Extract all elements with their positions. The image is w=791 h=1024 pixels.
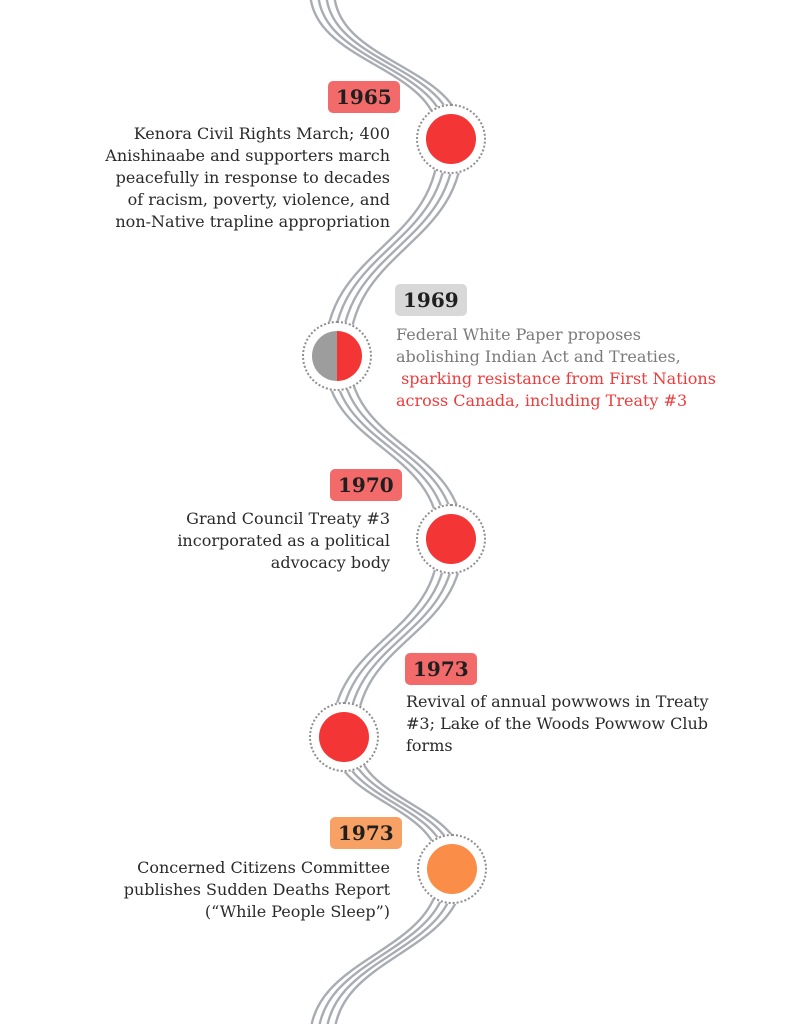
half-red-icon xyxy=(337,331,362,381)
event-line: incorporated as a political xyxy=(177,531,390,550)
event-line: peacefully in response to decades xyxy=(115,168,390,187)
event-line: Kenora Civil Rights March; 400 xyxy=(133,124,390,143)
red-dot-icon xyxy=(426,114,476,164)
event-line-highlight: sparking resistance from First Nations xyxy=(396,369,716,388)
timeline-node-1973-report[interactable] xyxy=(417,834,487,904)
event-line: (“While People Sleep”) xyxy=(204,902,390,921)
year-badge-1973-report: 1973 xyxy=(330,817,402,849)
event-line: Anishinaabe and supporters march xyxy=(105,146,390,165)
event-description-1973-powwow xyxy=(406,691,708,757)
year-badge-1969: 1969 xyxy=(395,284,467,316)
half-grey-icon xyxy=(312,331,337,381)
year-badge-1970: 1970 xyxy=(330,469,402,501)
event-description-1973-report xyxy=(124,857,390,923)
event-line-highlight: across Canada, including Treaty #3 xyxy=(396,391,688,410)
event-line: #3; Lake of the Woods Powwow Club xyxy=(406,714,709,733)
event-description-1965 xyxy=(105,123,390,233)
red-dot-icon xyxy=(426,514,476,564)
event-line: of racism, poverty, violence, and xyxy=(127,190,390,209)
event-line: Federal White Paper proposes xyxy=(396,325,641,344)
red-dot-icon xyxy=(319,712,369,762)
event-line: Revival of annual powwows in Treaty xyxy=(406,692,709,711)
event-description-1969 xyxy=(396,324,716,412)
timeline-node-1970[interactable] xyxy=(416,504,486,574)
event-line: abolishing Indian Act and Treaties, xyxy=(396,347,681,366)
event-line: non-Native trapline appropriation xyxy=(115,212,390,231)
year-badge-1973-powwow: 1973 xyxy=(405,653,477,685)
event-line: forms xyxy=(406,736,453,755)
event-line: publishes Sudden Deaths Report xyxy=(123,880,390,899)
event-line: advocacy body xyxy=(270,553,390,572)
timeline-node-1965[interactable] xyxy=(416,104,486,174)
timeline-node-1973-powwow[interactable] xyxy=(309,702,379,772)
event-line: Grand Council Treaty #3 xyxy=(186,509,390,528)
wave-line xyxy=(310,0,439,139)
year-badge-1965: 1965 xyxy=(328,81,400,113)
event-line: Concerned Citizens Committee xyxy=(137,858,390,877)
event-description-1970 xyxy=(177,508,390,574)
timeline-node-1969[interactable] xyxy=(302,321,372,391)
orange-dot-icon xyxy=(427,844,477,894)
